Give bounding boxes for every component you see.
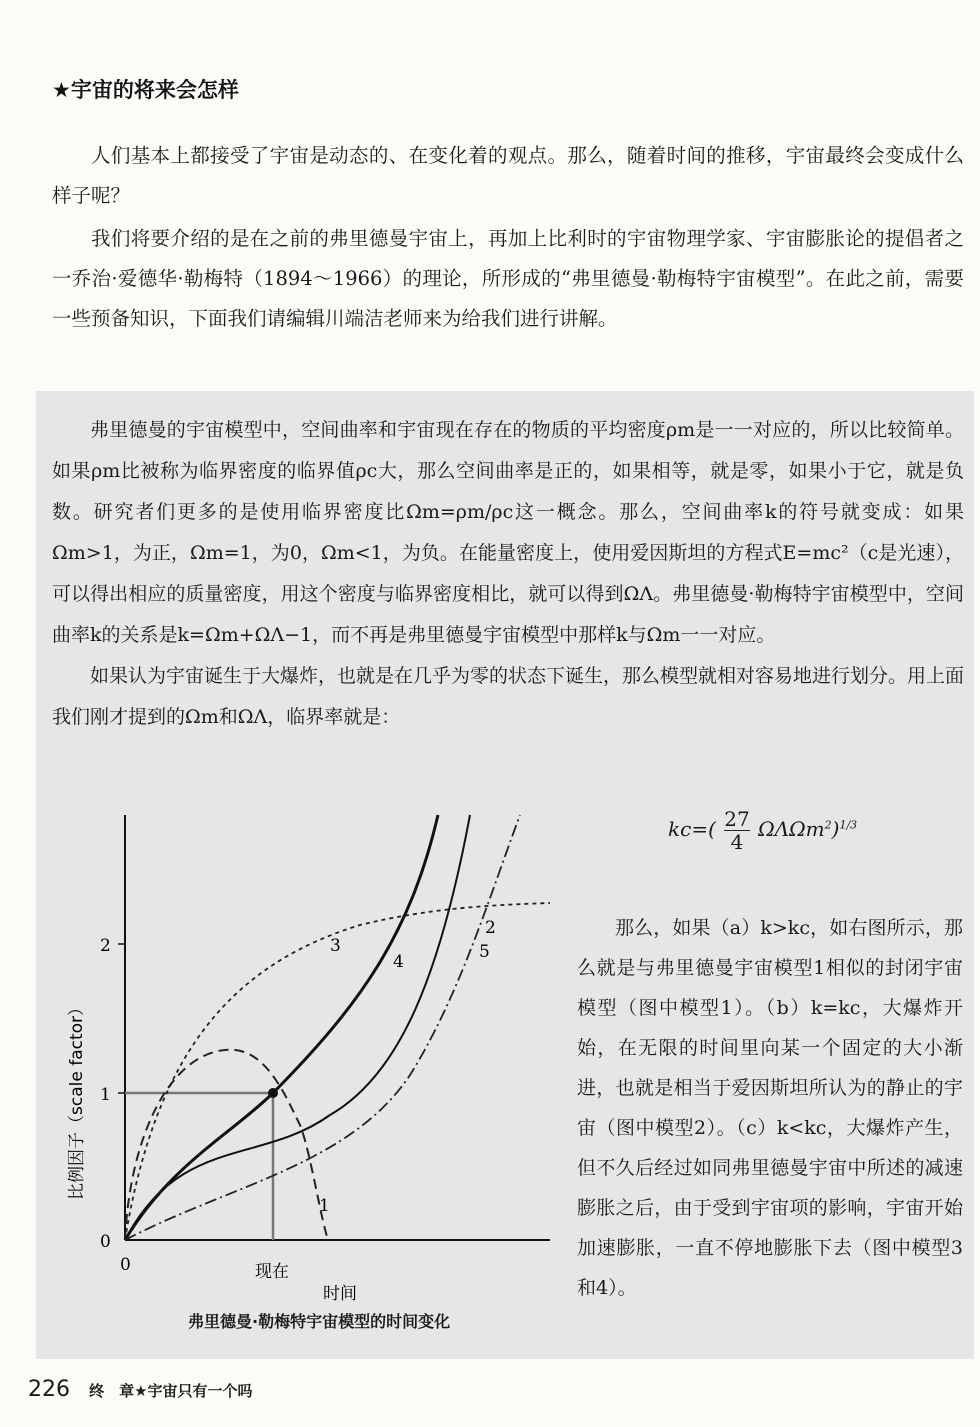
formula-exp-den: 3 — [850, 818, 858, 832]
chapter-title: 终 章★宇宙只有一个吗 — [89, 1382, 253, 1400]
section-title: ★宇宙的将来会怎样 — [52, 78, 239, 102]
formula-fraction — [724, 808, 749, 853]
label-model-2: 2 — [485, 918, 496, 938]
page-footer — [28, 1377, 253, 1402]
y-tick-label-1: 1 — [100, 1085, 111, 1105]
explanation-text — [52, 410, 964, 738]
x-axis-label: 时间 — [323, 1284, 357, 1304]
label-model-5: 5 — [479, 942, 490, 962]
y-tick-label-2: 2 — [100, 936, 111, 956]
side-paragraph: 那么，如果（a）k>kc，如右图所示，那么就是与弗里德曼宇宙模型1相似的封闭宇宙模型（图中模型1）。（b）k=kc，大爆炸开始，在无限的时间里向某一个固定的大小渐进，也就是相当于爱因斯坦所认为的静止的宇宙（图中模型2）。（c）k<kc，大爆炸产生，但不久后经过如同弗里德曼宇宙中所述的减速膨胀之后，由于受到宇宙项的影响，宇宙开始加速膨胀，一直不停地膨胀下去（图中模型3和4）。 — [577, 917, 963, 1299]
box-paragraph-1: 弗里德曼的宇宙模型中，空间曲率和宇宙现在存在的物质的平均密度ρm是一一对应的，所以比较简单。如果ρm比被称为临界密度的临界值ρc大，那么空间曲率是正的，如果相等，就是零，如果小于它，就是负数。研究者们更多的是使用临界密度比Ωm=ρm/ρc这一概念。那么，空间曲率k的符号就变成：如果Ωm>1，为正，Ωm=1，为0，Ωm<1，为负。在能量密度上，使用爱因斯坦的方程式E=mc²（c是光速），可以得出相应的质量密度，用这个密度与临界密度相比，就可以得到ΩΛ。弗里德曼·勒梅特宇宙模型中，空间曲率k的关系是k=Ωm+ΩΛ−1，而不再是弗里德曼宇宙模型中那样k与Ωm一一对应。 — [52, 419, 964, 646]
formula-denominator: 4 — [730, 830, 744, 854]
curve-model-5 — [125, 815, 520, 1240]
formula-lhs: kc= — [668, 817, 709, 841]
curve-model-3 — [125, 815, 438, 1240]
formula-exp-num: 1 — [839, 818, 847, 832]
label-model-1: 1 — [319, 1196, 330, 1216]
formula-inner-exponent: 2 — [824, 818, 832, 832]
x-tick-label-0: 0 — [120, 1255, 131, 1275]
model-description — [577, 908, 963, 1308]
x-tick-label-now: 现在 — [255, 1262, 289, 1282]
scale-factor-chart — [60, 805, 560, 1305]
intro-text — [52, 136, 964, 339]
label-model-4: 4 — [393, 952, 404, 972]
box-paragraph-2: 如果认为宇宙诞生于大爆炸，也就是在几乎为零的状态下诞生，那么模型就相对容易地进行划分。用上面我们刚才提到的Ωm和ΩΛ，临界率就是： — [52, 665, 965, 728]
intro-paragraph-2: 我们将要介绍的是在之前的弗里德曼宇宙上，再加上比利时的宇宙物理学家、宇宙膨胀论的提倡者之一乔治·爱德华·勒梅特（1894～1966）的理论，所形成的“弗里德曼·勒梅特宇宙模型”。在此之前，需要一些预备知识，下面我们请编辑川端洁老师来为给我们进行讲解。 — [52, 227, 964, 330]
label-model-3: 3 — [330, 936, 341, 956]
formula-body: ΩΛΩm — [758, 817, 825, 841]
curve-model-1 — [125, 1050, 328, 1240]
critical-formula: kc=( $\frac{27}{4}$ ΩΛΩm$^2$)$^{1/3}$ — [668, 807, 858, 854]
formula-numerator: 27 — [724, 807, 750, 831]
y-axis-label: 比例因子（scale factor） — [67, 998, 87, 1200]
intro-paragraph-1: 人们基本上都接受了宇宙是动态的、在变化着的观点。那么，随着时间的推移，宇宙最终会变成什么样子呢？ — [52, 144, 964, 207]
page-number: 226 — [28, 1377, 70, 1402]
figure-caption: 弗里德曼·勒梅特宇宙模型的时间变化 — [188, 1312, 451, 1331]
y-tick-label-0: 0 — [100, 1232, 111, 1252]
